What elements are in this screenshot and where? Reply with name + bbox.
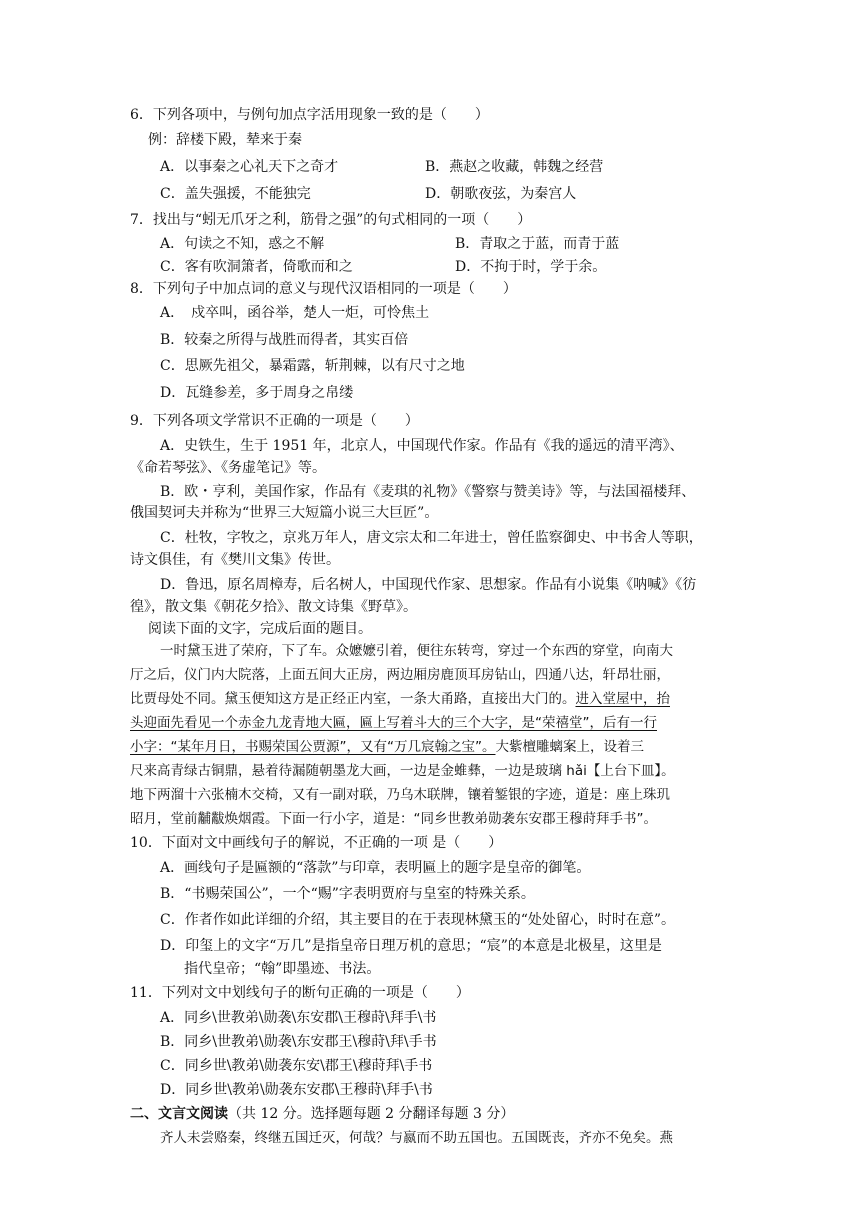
- q10-option-b: B．“书赐荣国公”，一个“赐”字表明贾府与皇室的特殊关系。: [160, 886, 535, 902]
- q9-option-a-line2: 《命若琴弦》、《务虚笔记》等。: [130, 460, 326, 476]
- classical-passage-line-1: 齐人未尝赂秦，终继五国迁灭，何哉？与嬴而不助五国也。五国既丧，齐亦不免矣。燕: [160, 1130, 673, 1146]
- passage-line-5-text: 大紫檀雕螭案上，设着三: [495, 739, 644, 755]
- q10-option-d-line1: D．印玺上的文字“万几”是指皇帝日理万机的意思；“宸”的本意是北极星，这里是: [160, 938, 662, 954]
- q7-option-c: C．客有吹洞箫者，倚歌而和之: [160, 259, 353, 275]
- q7-option-d: D．不拘于时，学于余。: [455, 259, 607, 275]
- q8-option-a: A． 戍卒叫，函谷举，楚人一炬，可怜焦土: [160, 305, 430, 321]
- q9-option-a-line1: A．史铁生，生于 1951 年，北京人，中国现代作家。作品有《我的遥远的清平湾》、: [160, 438, 684, 454]
- q9-option-c-line1: C．杜牧，字牧之，京兆万年人，唐文宗太和二年进士，曾任监察御史、中书舍人等职，: [160, 530, 703, 546]
- passage-line-5: [130, 737, 644, 757]
- passage-line-7: 地下两溜十六张楠木交椅，又有一副对联，乃乌木联牌，镶着錾银的字迹，道是：座上珠玑: [130, 787, 670, 803]
- q8-option-d: D．瓦缝参差，多于周身之帛缕: [160, 385, 354, 401]
- reading-intro: 阅读下面的文字，完成后面的题目。: [148, 621, 372, 637]
- q6-option-b: B．燕赵之收藏，韩魏之经营: [425, 159, 604, 175]
- q11-option-d: D．同乡世\教弟\勋袭东安郡\王穆莳\拜手\书: [160, 1082, 433, 1098]
- passage-line-1: 一时黛玉进了荣府，下了车。众嬷嬷引着，便往东转弯，穿过一个东西的穿堂，向南大: [160, 643, 673, 659]
- underlined-sentence-end: 小字：“某年月日，书赐荣国公贾源”，又有“万几宸翰之宝”。: [130, 739, 496, 755]
- q6-example: 例：辞楼下殿，辇来于秦: [148, 132, 302, 148]
- q9-option-c-line2: 诗文俱佳，有《樊川文集》传世。: [130, 552, 340, 568]
- q9-stem: 9．下列各项文学常识不正确的一项是（ ）: [130, 413, 419, 429]
- q6-option-c: C．盖失强援，不能独完: [160, 186, 311, 202]
- section-2-heading: [130, 1104, 514, 1124]
- passage-line-6: 尺来高青绿古铜鼎，悬着待漏随朝墨龙大画，一边是金蜼彝，一边是玻璃 hǎi【上台下皿】。: [130, 763, 675, 779]
- q8-stem: 8．下列句子中加点词的意义与现代汉语相同的一项是（ ）: [130, 281, 517, 297]
- q9-option-d-line1: D．鲁迅，原名周樟寿，后名树人，中国现代作家、思想家。作品有小说集《呐喊》《彷: [160, 577, 697, 593]
- q9-option-d-line2: 徨》，散文集《朝花夕拾》、散文诗集《野草》。: [130, 599, 417, 615]
- q11-stem: 11．下列对文中划线句子的断句正确的一项是（ ）: [130, 985, 470, 1001]
- q8-option-c: C．思厥先祖父，暴霜露，斩荆棘，以有尺寸之地: [160, 358, 465, 374]
- q9-option-b-line1: B．欧・亨利，美国作家，作品有《麦琪的礼物》《警察与赞美诗》等，与法国福楼拜、: [160, 484, 696, 500]
- q7-stem: 7．找出与“蚓无爪牙之利，筋骨之强”的句式相同的一项（ ）: [130, 212, 532, 228]
- passage-line-3: [130, 689, 670, 709]
- q7-option-a: A．句读之不知，惑之不解: [160, 236, 325, 252]
- q10-option-c: C．作者作如此详细的介绍，其主要目的在于表现林黛玉的“处处留心，时时在意”。: [160, 912, 676, 928]
- q10-stem: 10．下面对文中画线句子的解说，不正确的一项 是（ ）: [130, 835, 503, 851]
- underlined-sentence-start: 进入堂屋中，抬: [575, 691, 670, 707]
- q11-option-a: A．同乡\世教弟\勋袭\东安郡\王穆莳\拜手\书: [160, 1010, 437, 1026]
- section-2-note: （共 12 分。选择题每题 2 分翻译每题 3 分）: [228, 1106, 515, 1122]
- q11-option-c: C．同乡世\教弟\勋袭东安\郡王\穆莳拜\手书: [160, 1058, 433, 1074]
- q6-stem: 6．下列各项中，与例句加点字活用现象一致的是（ ）: [130, 107, 489, 123]
- q8-option-b: B．较秦之所得与战胜而得者，其实百倍: [160, 332, 409, 348]
- passage-line-2: 厅之后，仪门内大院落，上面五间大正房，两边厢房鹿顶耳房钻山，四通八达，轩昂壮丽，: [130, 667, 670, 683]
- q10-option-a: A．画线句子是匾额的“落款”与印章，表明匾上的题字是皇帝的御笔。: [160, 860, 591, 876]
- q10-option-d-line2: 指代皇帝；“翰”即墨迹、书法。: [184, 961, 381, 977]
- q7-option-b: B．青取之于蓝，而青于蓝: [455, 236, 620, 252]
- q9-option-b-line2: 俄国契诃夫并称为“世界三大短篇小说三大巨匠”。: [130, 505, 439, 521]
- q6-option-d: D．朝歌夜弦，为秦宫人: [425, 186, 577, 202]
- q11-option-b: B．同乡\世教弟\勋袭\东安郡王\穆莳\拜\手书: [160, 1034, 437, 1050]
- passage-line-8: 昭月，堂前黼黻焕烟霞。下面一行小字，道是：“同乡世教弟勋袭东安郡王穆莳拜手书”。: [130, 811, 657, 827]
- passage-line-3-text: 比贾母处不同。黛玉便知这方是正经正内室，一条大甬路，直接出大门的。: [130, 691, 576, 707]
- section-2-title: 二、文言文阅读: [130, 1106, 228, 1122]
- q6-option-a: A．以事秦之心礼天下之奇才: [160, 159, 339, 175]
- underlined-sentence-middle: 头迎面先看见一个赤金九龙青地大匾，匾上写着斗大的三个大字，是“荣禧堂”，后有一行: [130, 715, 657, 731]
